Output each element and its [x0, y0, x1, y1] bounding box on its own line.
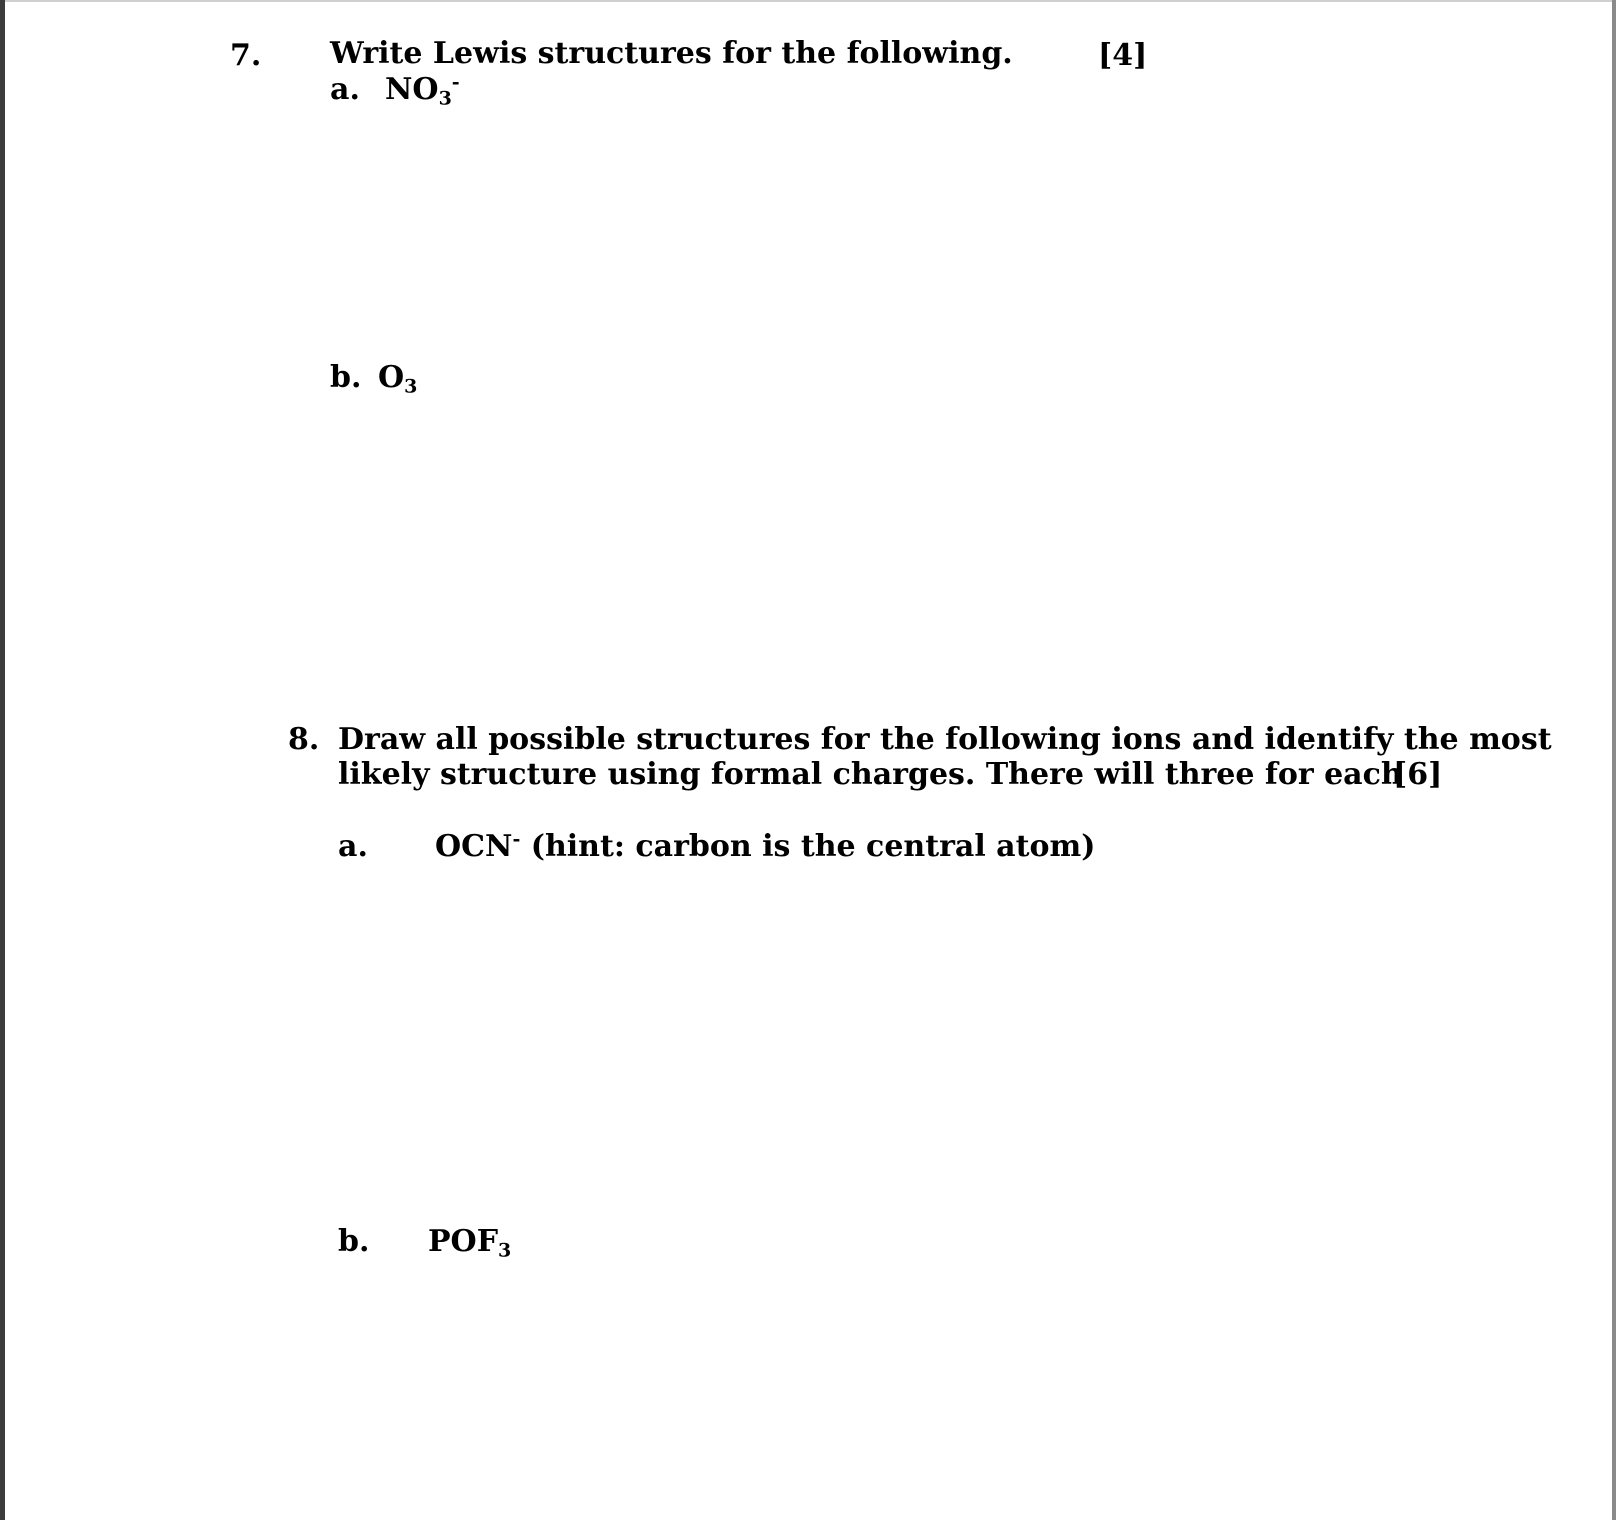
question-7-number: 7. — [230, 38, 262, 73]
page-left-edge — [0, 0, 5, 1520]
formula-text: OCN — [435, 829, 513, 864]
question-7a-formula — [385, 72, 460, 108]
question-8a-formula — [435, 829, 1095, 865]
question-8-prompt-line-1: Draw all possible structures for the following ions and identify the most — [338, 722, 1552, 757]
question-7a-label: a. — [330, 72, 360, 107]
question-7-marks: [4] — [1098, 38, 1148, 73]
formula-text: POF — [428, 1224, 498, 1259]
page-right-edge — [1612, 0, 1616, 1520]
question-8b-formula — [428, 1224, 511, 1260]
question-7b-label: b. — [330, 360, 362, 395]
question-8a-label: a. — [338, 829, 368, 864]
formula-charge: - — [512, 828, 521, 851]
question-8a-hint: (hint: carbon is the central atom) — [520, 829, 1096, 864]
question-8-prompt-line-2: likely structure using formal charges. There will three for each — [338, 757, 1403, 792]
formula-text: O — [378, 360, 405, 395]
question-7-prompt: Write Lewis structures for the following. — [330, 36, 1013, 71]
formula-subscript: 3 — [438, 87, 452, 110]
question-8b-label: b. — [338, 1224, 370, 1259]
question-8-number: 8. — [288, 722, 320, 757]
formula-subscript: 3 — [498, 1239, 512, 1262]
page-top-edge — [0, 0, 1616, 2]
question-8-marks: [6] — [1393, 757, 1443, 792]
question-7b-formula — [378, 360, 417, 396]
formula-charge: - — [451, 71, 460, 94]
formula-subscript: 3 — [404, 375, 418, 398]
formula-text: NO — [385, 72, 439, 107]
